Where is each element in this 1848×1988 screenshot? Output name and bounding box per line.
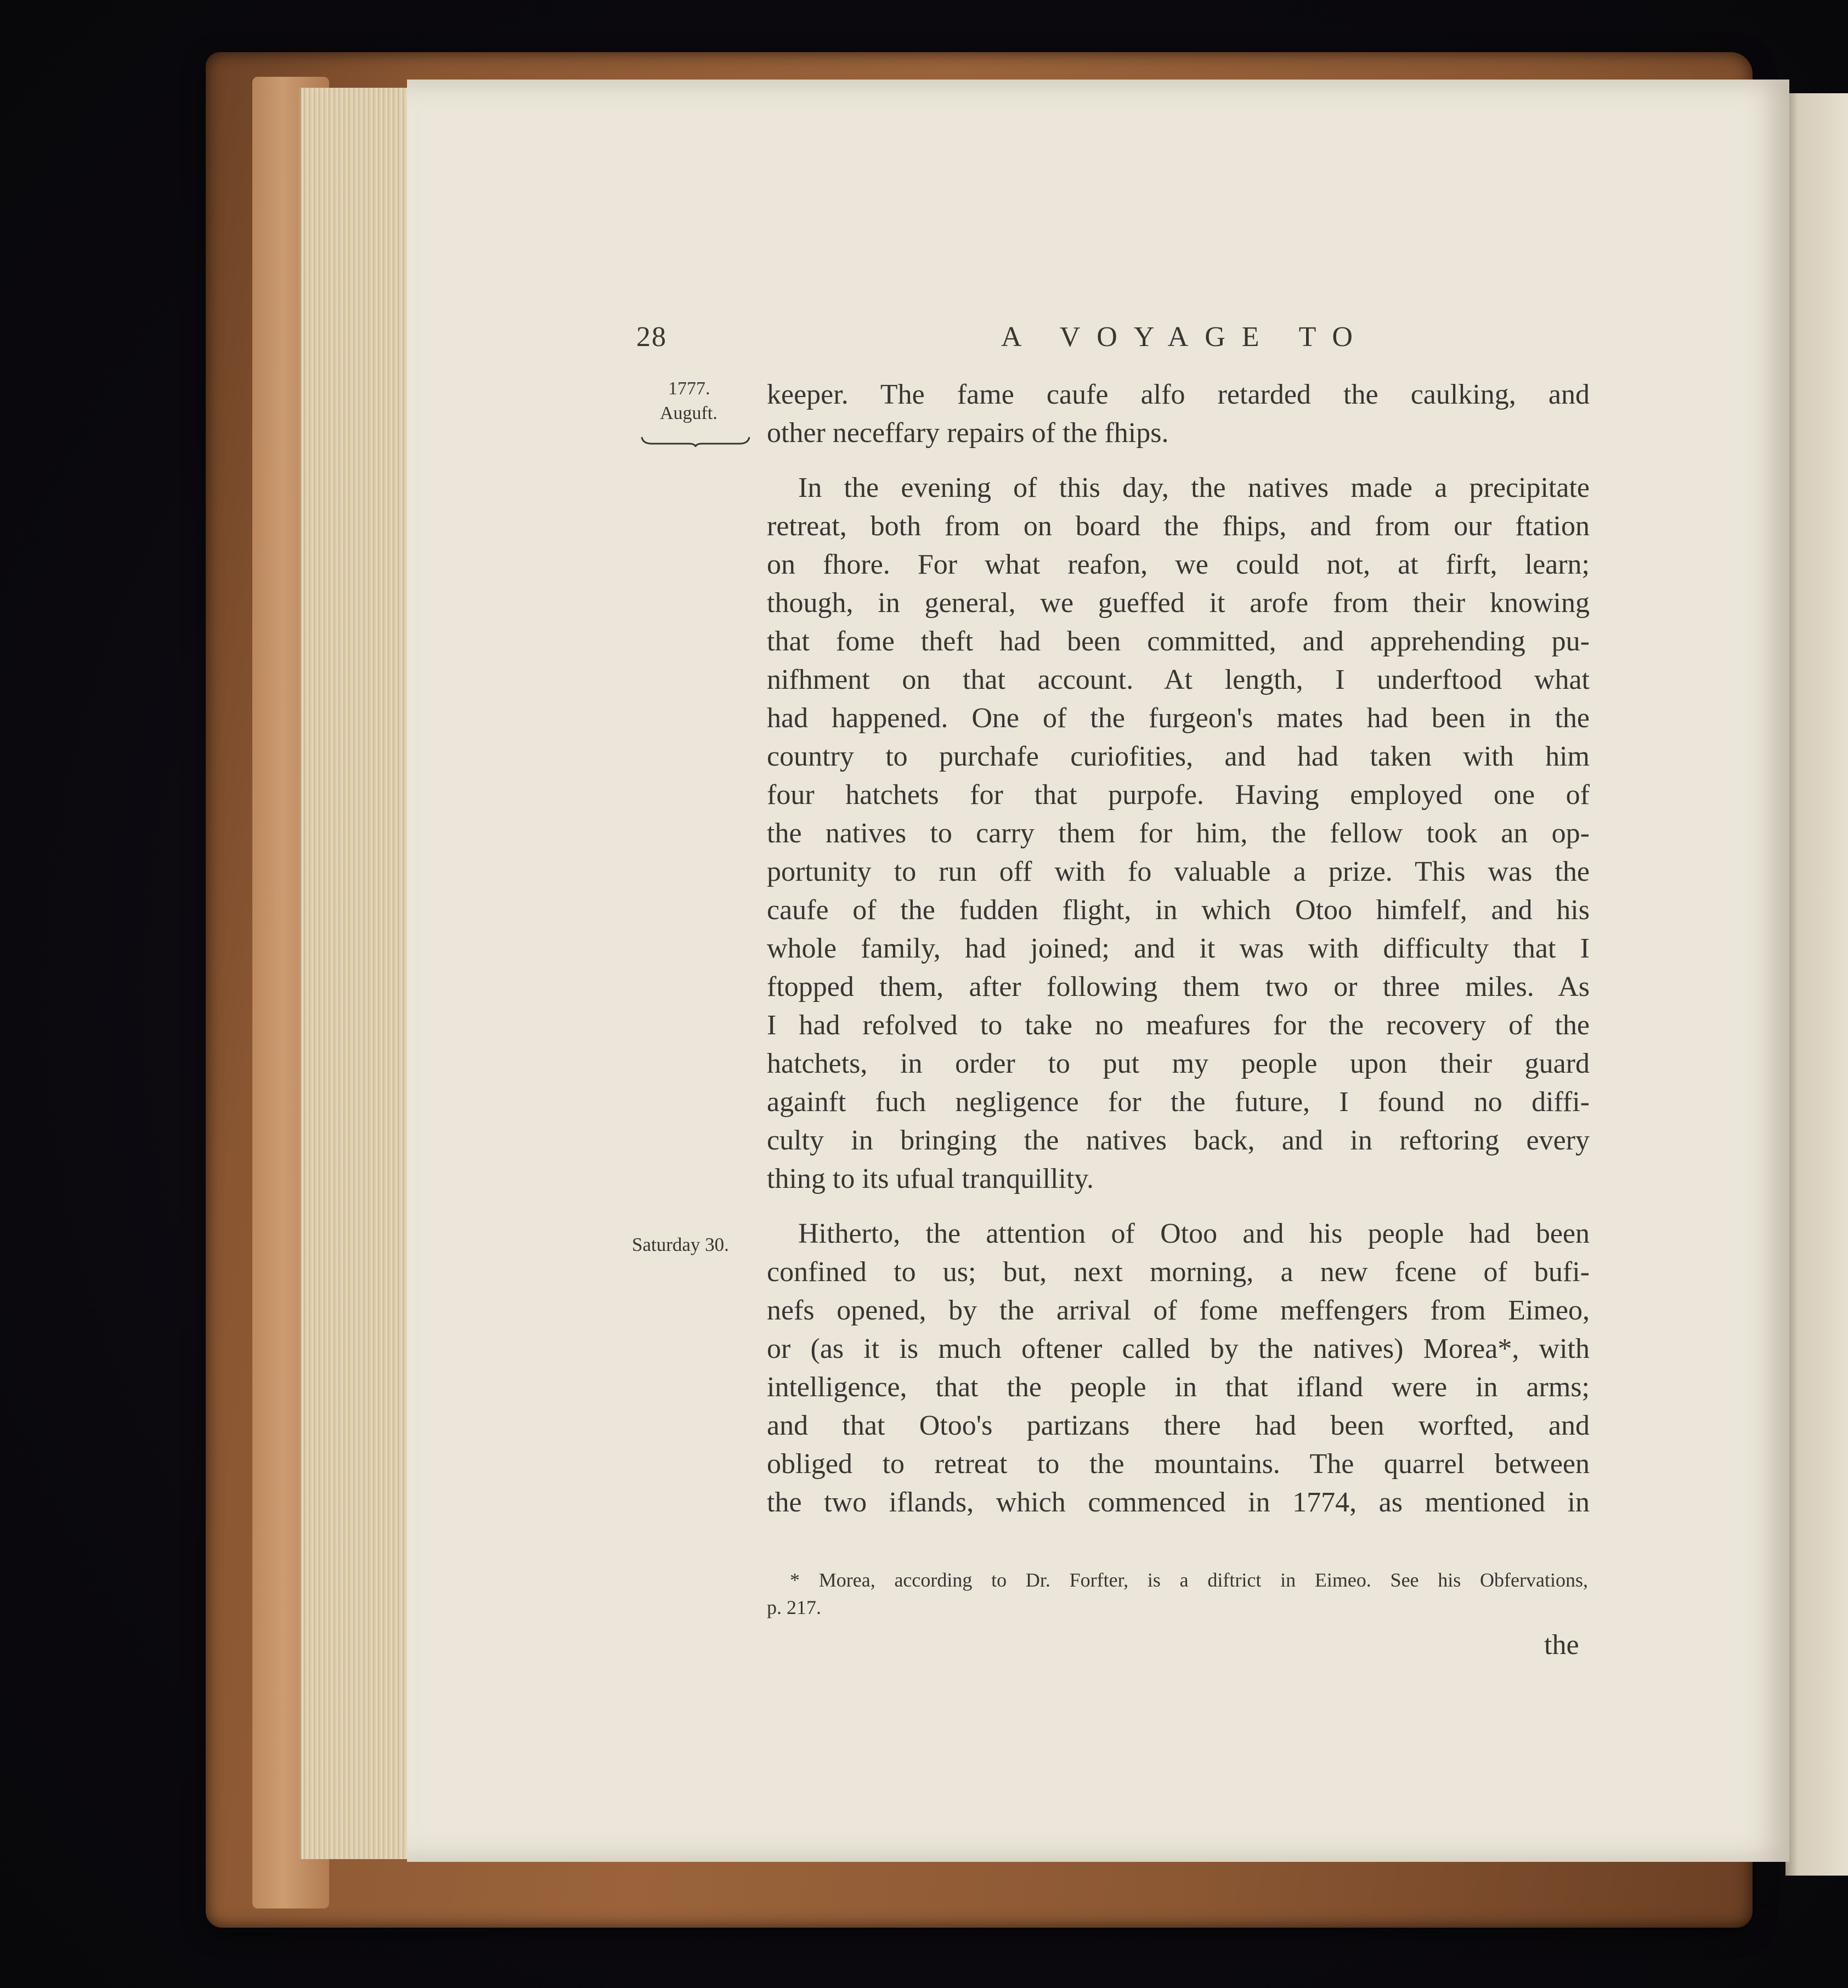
- body-line: retreat, both from on board the fhips, and from our ftation: [767, 511, 1590, 542]
- body-line: In the evening of this day, the natives made a precipitate: [798, 472, 1590, 503]
- running-head: A VOYAGE TO: [1001, 321, 1369, 353]
- body-line: ftopped them, after following them two or three miles. As: [767, 971, 1590, 1003]
- footnote-line: * Morea, according to Dr. Forfter, is a diftrict in Eimeo. See his Obfervations,: [790, 1569, 1588, 1591]
- body-line: that fome theft had been committed, and apprehending pu-: [767, 626, 1590, 657]
- body-line: portunity to run off with fo valuable a prize. This was the: [767, 856, 1590, 887]
- body-line: though, in general, we gueffed it arofe from their knowing: [767, 587, 1590, 619]
- margin-month: Auguft.: [660, 403, 717, 423]
- body-line: obliged to retreat to the mountains. The quarrel between: [767, 1448, 1590, 1480]
- body-line: and that Otoo's partizans there had been worfted, and: [767, 1410, 1590, 1441]
- body-line: nefs opened, by the arrival of fome meffengers from Eimeo,: [767, 1295, 1590, 1326]
- body-line: other neceffary repairs of the fhips.: [767, 417, 1169, 449]
- body-line: the natives to carry them for him, the fellow took an op-: [767, 818, 1590, 849]
- body-line: Hitherto, the attention of Otoo and his people had been: [798, 1218, 1590, 1249]
- facing-page: [1785, 93, 1848, 1876]
- body-line: culty in bringing the natives back, and in reftoring every: [767, 1125, 1590, 1156]
- body-line: hatchets, in order to put my people upon their guard: [767, 1048, 1590, 1079]
- margin-brace: [641, 436, 750, 447]
- body-line: againft fuch negligence for the future, I found no diffi-: [767, 1086, 1590, 1118]
- body-line: I had refolved to take no meafures for the recovery of the: [767, 1010, 1590, 1041]
- footnote-line: p. 217.: [767, 1596, 821, 1618]
- body-line: had happened. One of the furgeon's mates had been in the: [767, 703, 1590, 734]
- catchword: the: [1544, 1629, 1579, 1661]
- margin-year: 1777.: [668, 378, 710, 399]
- body-line: four hatchets for that purpofe. Having employed one of: [767, 779, 1590, 811]
- body-line: keeper. The fame caufe alfo retarded the caulking, and: [767, 379, 1590, 410]
- body-line: whole family, had joined; and it was with difficulty that I: [767, 933, 1590, 964]
- page-block-edge: [299, 88, 411, 1859]
- body-line: on fhore. For what reafon, we could not, at firft, learn;: [767, 549, 1590, 580]
- body-line: or (as it is much oftener called by the natives) Morea*, with: [767, 1333, 1590, 1364]
- body-line: nifhment on that account. At length, I underftood what: [767, 664, 1590, 695]
- body-line: thing to its ufual tranquillity.: [767, 1163, 1094, 1194]
- body-line: intelligence, that the people in that ifland were in arms;: [767, 1372, 1590, 1403]
- page-number: 28: [636, 321, 667, 353]
- body-line: country to purchafe curiofities, and had taken with him: [767, 741, 1590, 772]
- body-line: confined to us; but, next morning, a new fcene of bufi-: [767, 1256, 1590, 1288]
- margin-date: Saturday 30.: [632, 1234, 729, 1255]
- body-line: caufe of the fudden flight, in which Otoo himfelf, and his: [767, 894, 1590, 926]
- body-line: the two iflands, which commenced in 1774, as mentioned in: [767, 1487, 1590, 1518]
